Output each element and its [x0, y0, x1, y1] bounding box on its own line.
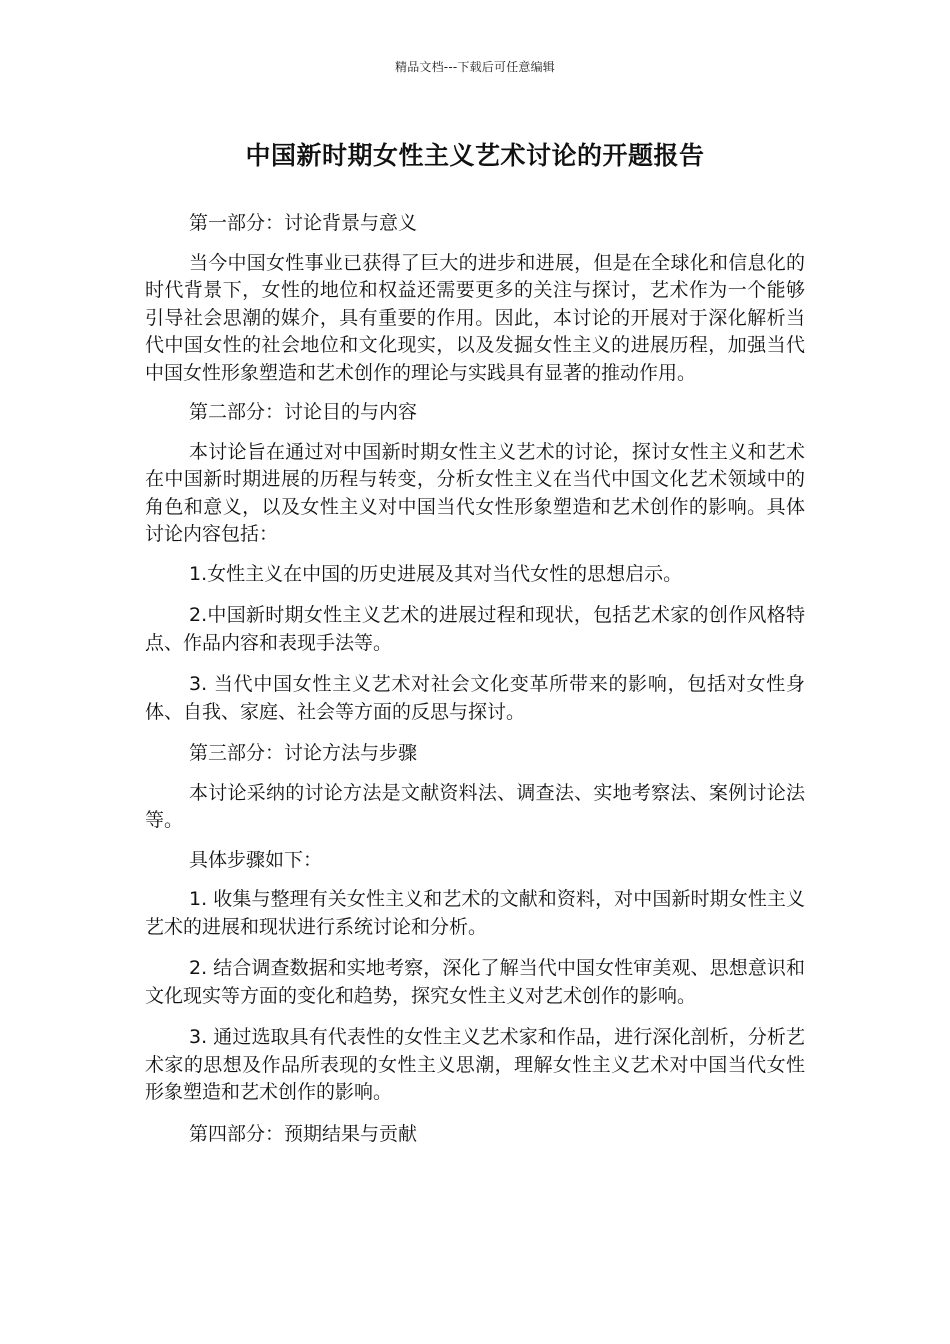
paragraph-background: 当今中国女性事业已获得了巨大的进步和进展，但是在全球化和信息化的时代背景下，女性的地位和权益还需要更多的关注与探讨，艺术作为一个能够引导社会思潮的媒介，具有重要的作用。因此，本讨论的开展对于深化解析当代中国女性的社会地位和文化现实，以及发掘女性主义的进展历程，加强当代中国女性形象塑造和艺术创作的理论与实践具有显著的推动作用。	[145, 251, 805, 384]
paragraph-methods: 本讨论采纳的讨论方法是文献资料法、调查法、实地考察法、案例讨论法等。	[145, 781, 805, 831]
section-heading-part2: 第二部分：讨论目的与内容	[189, 401, 418, 423]
list-item-step-2: 2. 结合调查数据和实地考察，深化了解当代中国女性审美观、思想意识和文化现实等方面的变化和趋势，探究女性主义对艺术创作的影响。	[145, 957, 805, 1007]
list-item-step-3: 3. 通过选取具有代表性的女性主义艺术家和作品，进行深化剖析，分析艺术家的思想及作品所表现的女性主义思潮，理解女性主义艺术对中国当代女性形象塑造和艺术创作的影响。	[145, 1026, 805, 1103]
section-heading-part3: 第三部分：讨论方法与步骤	[189, 742, 418, 764]
list-item-content-1: 1.女性主义在中国的历史进展及其对当代女性的思想启示。	[189, 562, 683, 585]
steps-intro: 具体步骤如下：	[189, 848, 323, 871]
document-title: 中国新时期女性主义艺术讨论的开题报告	[245, 141, 705, 170]
list-item-content-2: 2.中国新时期女性主义艺术的进展过程和现状，包括艺术家的创作风格特点、作品内容和表现手法等。	[145, 604, 805, 654]
paragraph-purpose: 本讨论旨在通过对中国新时期女性主义艺术的讨论，探讨女性主义和艺术在中国新时期进展的历程与转变，分析女性主义在当代中国文化艺术领域中的角色和意义，以及女性主义对中国当代女性形象塑造和艺术创作的影响。具体讨论内容包括：	[145, 440, 805, 545]
document-body	[145, 210, 805, 1160]
section-heading-part1: 第一部分：讨论背景与意义	[189, 212, 418, 234]
list-item-step-1: 1. 收集与整理有关女性主义和艺术的文献和资料，对中国新时期女性主义艺术的进展和现状进行系统讨论和分析。	[145, 888, 805, 938]
section-heading-part4: 第四部分：预期结果与贡献	[189, 1122, 418, 1145]
list-item-content-3: 3. 当代中国女性主义艺术对社会文化变革所带来的影响，包括对女性身体、自我、家庭、社会等方面的反思与探讨。	[145, 673, 805, 723]
header-note: 精品文档---下载后可任意编辑	[395, 60, 555, 74]
